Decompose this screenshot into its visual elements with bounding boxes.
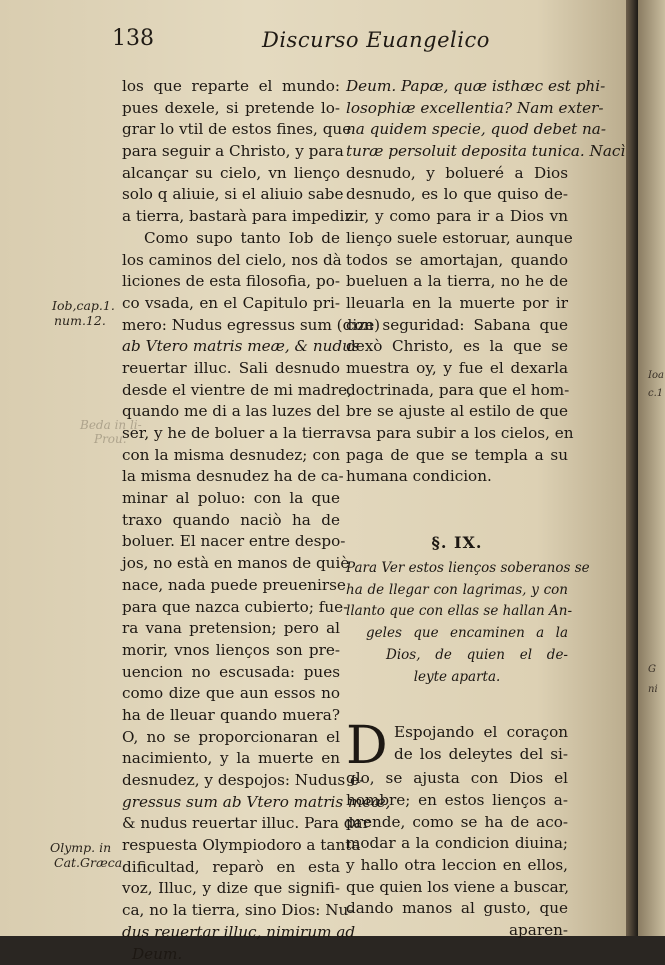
text-line: modar a la condicion diuina;: [346, 833, 568, 855]
summary-line: leyte aparta.: [346, 667, 568, 689]
text-line: como dize que aun essos no: [122, 683, 340, 705]
paragraph: [346, 722, 568, 942]
facing-page-fragment: Ioa: [648, 370, 664, 381]
bleed-line: Beda in li-: [80, 418, 142, 432]
facing-page-fragment: ni: [648, 684, 658, 695]
text-line: hombre; en estos lienços a-: [346, 790, 568, 812]
text-line: glo, se ajusta con Dios el: [346, 768, 568, 790]
text-line: lienço suele estoruar, aunque: [346, 228, 568, 250]
margin-note-line: Iob,cap.1.: [52, 298, 115, 313]
text-line: ca, no la tierra, sino Dios: Nu-: [122, 900, 340, 922]
margin-note-job: [52, 298, 115, 328]
text-line: reuertar illuc. Sali desnudo: [122, 358, 340, 380]
text-line: lleuarla en la muerte por ir: [346, 293, 568, 315]
text-line: para seguir a Christo, y para: [122, 141, 340, 163]
text-line: que quien los viene a buscar,: [346, 877, 568, 899]
text-line: nacimiento, y la muerte en: [122, 748, 340, 770]
summary-line: geles que encaminen a la: [346, 623, 568, 645]
text-line: voz, Illuc, y dize que signifi-: [122, 878, 340, 900]
section-heading: §. IX.: [346, 528, 568, 558]
text-line: quando me di a las luzes del: [122, 401, 340, 423]
text-line: traxo quando naciò ha de: [122, 510, 340, 532]
summary-line: Para Ver estos lienços soberanos se: [346, 558, 568, 580]
text-line: muestra oy, y fue el dexarla: [346, 358, 568, 380]
text-line: desnudo, es lo que quiso de-: [346, 184, 568, 206]
margin-note-line: num.12.: [52, 313, 115, 328]
text-line: morir, vnos lienços son pre-: [122, 640, 340, 662]
text-line: minar al poluo: con la que: [122, 488, 340, 510]
text-line: boluer. El nacer entre despo-: [122, 531, 340, 553]
text-line: todos se amortajan, quando: [346, 250, 568, 272]
text-line: nace, nada puede preuenirse: [122, 575, 340, 597]
text-line: ser, y he de boluer a la tierra: [122, 423, 340, 445]
text-line: vsa para subir a los cielos, en: [346, 423, 568, 445]
text-line: & nudus reuertar illuc. Para dar: [122, 813, 340, 835]
facing-page-fragment: G: [648, 664, 656, 675]
margin-note-line: Olymp. in: [50, 840, 126, 855]
text-line: mero: Nudus egressus sum (dize): [122, 315, 340, 337]
text-line: con seguridad: Sabana que: [346, 315, 568, 337]
text-line: paga de que se templa a su: [346, 445, 568, 467]
text-line: humana condicion.: [346, 466, 568, 488]
catchword: Deum.: [122, 944, 340, 965]
catchword: aparen-: [346, 920, 568, 942]
text-line: na quidem specie, quod debet na-: [346, 119, 568, 141]
text-line: desnudez, y despojos: Nudus e-: [122, 770, 340, 792]
text-line: y hallo otra leccion en ellos,: [346, 855, 568, 877]
summary-line: ha de llegar con lagrimas, y con: [346, 580, 568, 602]
right-column: [346, 76, 568, 942]
text-line: pues dexele, si pretende lo-: [122, 98, 340, 120]
page-number: 138: [112, 26, 154, 51]
text-line: bueluen a la tierra, no he de: [346, 271, 568, 293]
text-line: dexò Christo, es la que se: [346, 336, 568, 358]
summary-line: llanto que con ellas se hallan An-: [346, 601, 568, 623]
margin-note-line: Cat.Græca.: [50, 855, 126, 870]
book-gutter: [626, 0, 638, 936]
text-line: grar lo vtil de estos fines, que: [122, 119, 340, 141]
text-line: los que reparte el mundo:: [122, 76, 340, 98]
text-line: desde el vientre de mi madre,: [122, 380, 340, 402]
text-line: O, no se proporcionaran el: [122, 727, 340, 749]
text-line: turæ persoluit deposita tunica. Nacì: [346, 141, 568, 163]
bleed-through-note: [80, 418, 142, 446]
text-line: con la misma desnudez; con: [122, 445, 340, 467]
text-line: respuesta Olympiodoro a tanta: [122, 835, 340, 857]
text-line: ra vana pretension; pero al: [122, 618, 340, 640]
text-line: bre se ajuste al estilo de que: [346, 401, 568, 423]
text-line: ab Vtero matris meæ, & nudus: [122, 336, 340, 358]
page-header: [112, 26, 452, 58]
margin-note-olymp: [50, 840, 126, 870]
text-line: dificultad, reparò en esta: [122, 857, 340, 879]
text-line: Deum. Papæ, quæ isthæc est phi-: [346, 76, 568, 98]
text-line: dus reuertar illuc, nimirum ad: [122, 922, 340, 944]
text-line: los caminos del cielo, nos dà: [122, 250, 340, 272]
summary-line: Dios, de quien el de-: [346, 645, 568, 667]
text-line: solo q aliuie, si el aliuio sabe: [122, 184, 340, 206]
text-line: Espojando el coraçon: [346, 722, 568, 744]
text-line: ha de lleuar quando muera?: [122, 705, 340, 727]
text-line: zir, y como para ir a Dios vn: [346, 206, 568, 228]
facing-page-edge: [638, 0, 665, 936]
text-line: liciones de esta filosofia, po-: [122, 271, 340, 293]
text-line: jos, no està en manos de quiè: [122, 553, 340, 575]
bleed-line: Prou.: [80, 432, 142, 446]
text-line: gressus sum ab Vtero matris meæ,: [122, 792, 340, 814]
text-line: Como supo tanto Iob de: [122, 228, 340, 250]
text-line: para que nazca cubierto; fue-: [122, 597, 340, 619]
text-line: co vsada, en el Capitulo pri-: [122, 293, 340, 315]
text-line: dando manos al gusto, que: [346, 898, 568, 920]
text-line: desnudo, y bolueré a Dios: [346, 163, 568, 185]
running-head: Discurso Euangelico: [262, 28, 490, 52]
text-line: de los deleytes del si-: [346, 744, 568, 766]
text-line: uencion no escusada: pues: [122, 662, 340, 684]
text-line: la misma desnudez ha de ca-: [122, 466, 340, 488]
section-summary: [346, 558, 568, 688]
drop-cap: D: [346, 724, 390, 768]
facing-page-fragment: c.1: [648, 388, 663, 399]
text-line: alcançar su cielo, vn lienço: [122, 163, 340, 185]
text-line: losophiæ excellentia? Nam exter-: [346, 98, 568, 120]
text-line: doctrinada, para que el hom-: [346, 380, 568, 402]
left-column: [122, 76, 340, 965]
text-line: prende, como se ha de aco-: [346, 812, 568, 834]
text-line: a tierra, bastarà para impedir.: [122, 206, 340, 228]
